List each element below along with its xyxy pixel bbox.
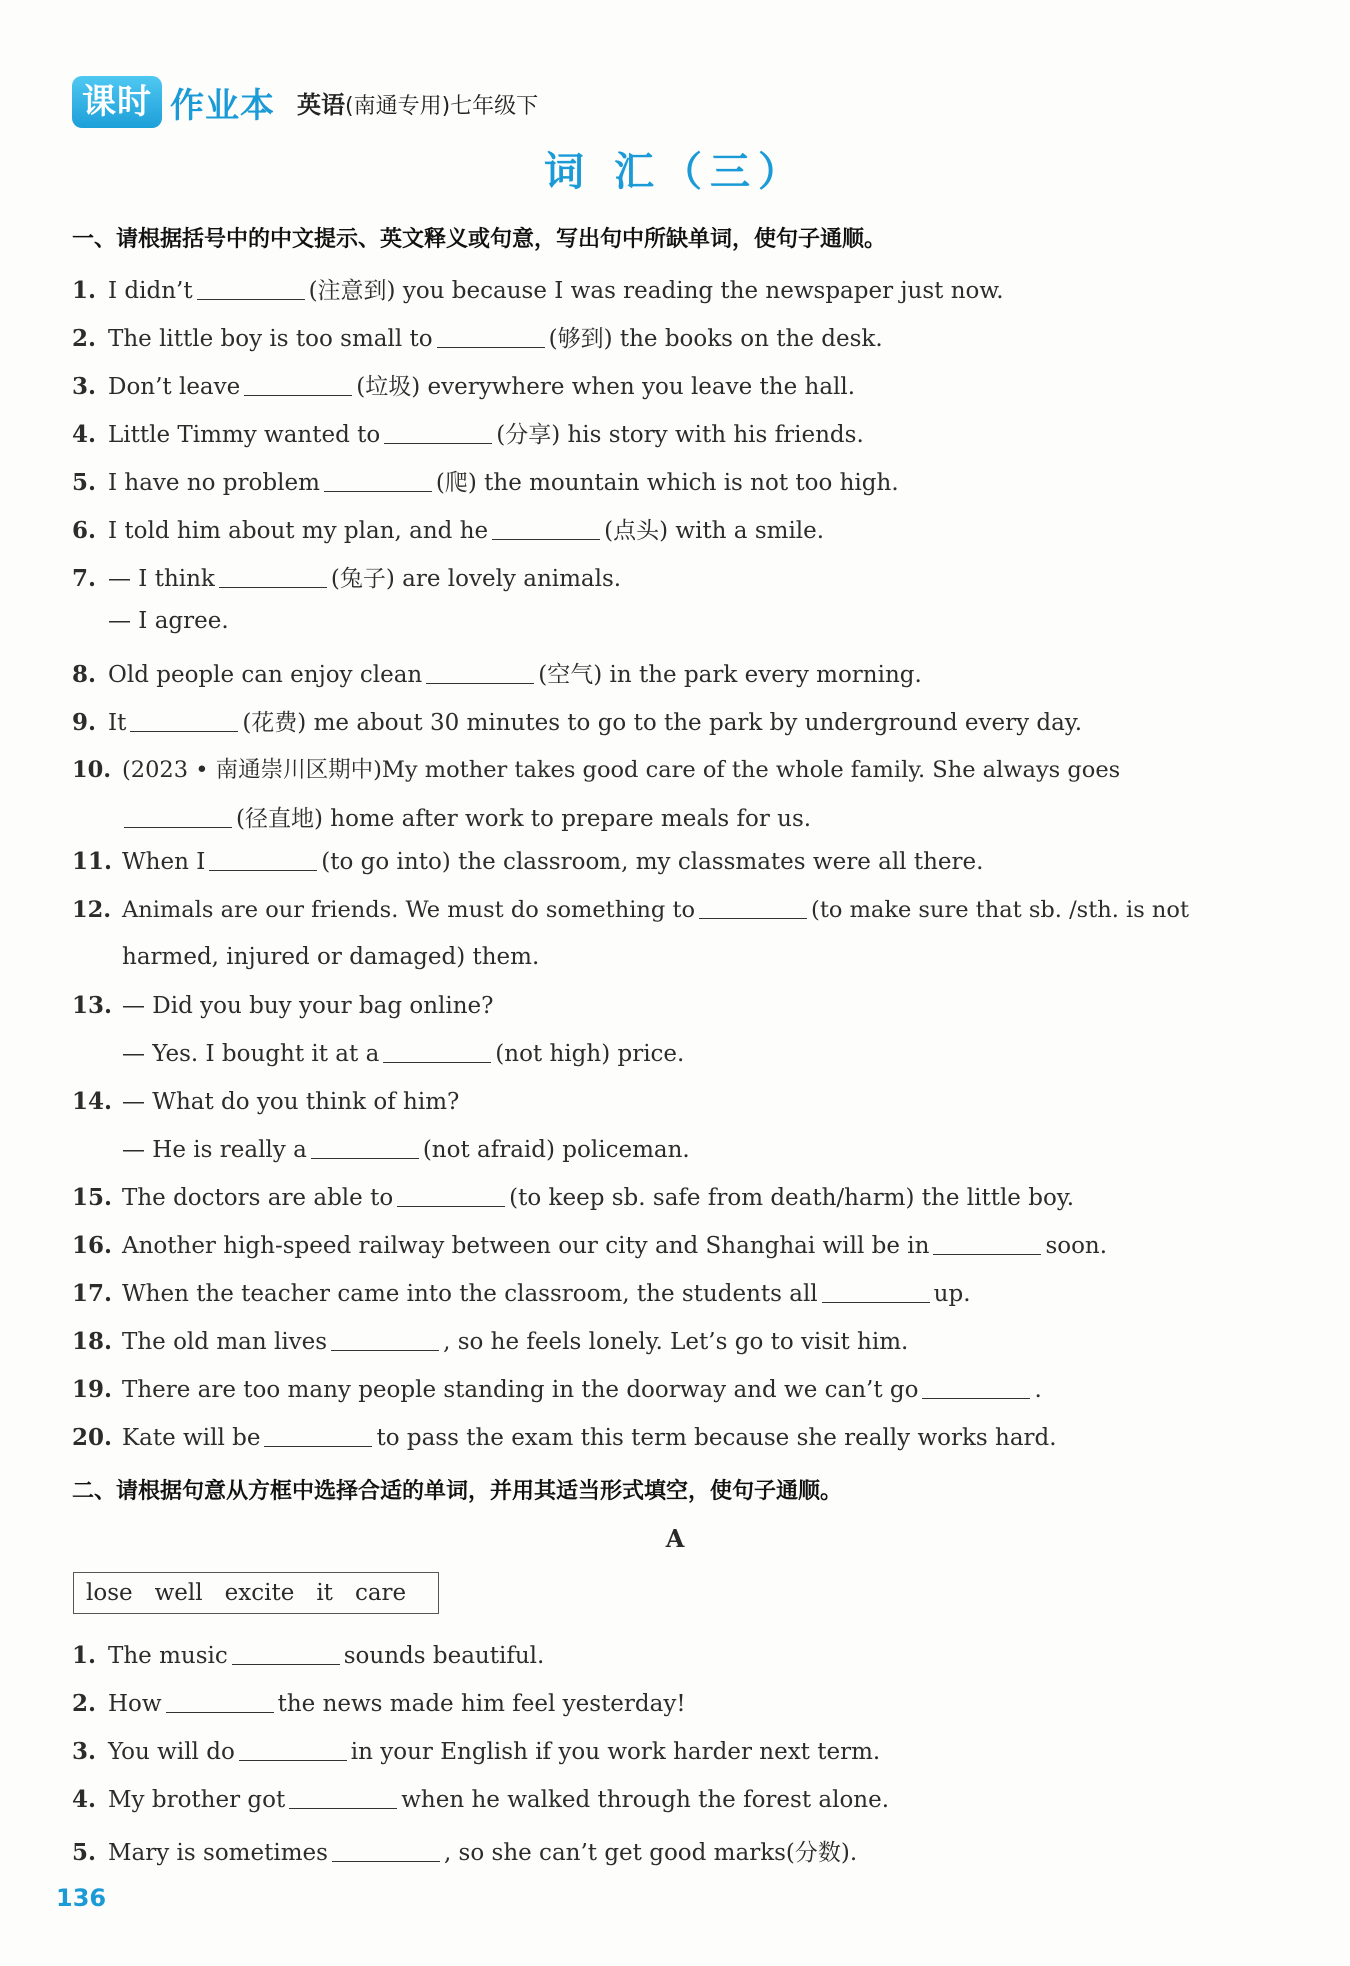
answer-blank[interactable]	[209, 848, 317, 871]
answer-blank[interactable]	[933, 1232, 1041, 1255]
word-bank-item: care	[354, 1580, 407, 1606]
question-8: 8. Old people can enjoy clean (空气) in the park every morning.	[72, 661, 922, 688]
word-bank-item: well	[154, 1580, 203, 1606]
answer-blank[interactable]	[244, 373, 352, 396]
word-bank-box	[73, 1572, 439, 1614]
answer-blank[interactable]	[324, 469, 432, 492]
subject: 英语	[297, 90, 345, 119]
part-a-question-5: 5. Mary is sometimes , so she can’t get good marks(分数).	[72, 1839, 858, 1866]
series-name: 作业本	[170, 85, 275, 126]
answer-blank[interactable]	[311, 1136, 419, 1159]
answer-blank[interactable]	[197, 277, 305, 300]
question-1: 1. I didn’t (注意到) you because I was reading the newspaper just now.	[72, 277, 1004, 304]
question-3: 3. Don’t leave (垃圾) everywhere when you leave the hall.	[72, 373, 856, 400]
page-header	[72, 72, 538, 132]
question-15: 15. The doctors are able to (to keep sb. safe from death/harm) the little boy.	[72, 1184, 1075, 1211]
answer-blank[interactable]	[264, 1424, 372, 1447]
question-14: 14. — What do you think of him?	[72, 1088, 460, 1115]
answer-blank[interactable]	[331, 1328, 439, 1351]
question-16: 16. Another high-speed railway between our city and Shanghai will be in soon.	[72, 1232, 1108, 1259]
question-9: 9. It (花费) me about 30 minutes to go to the park by underground every day.	[72, 709, 1083, 736]
question-7: 7. — I think (兔子) are lovely animals.	[72, 565, 622, 592]
question-12: 12. Animals are our friends. We must do something to (to make sure that sb. /sth. is not	[72, 897, 1190, 923]
part-a-question-3: 3. You will do in your English if you work harder next term.	[72, 1738, 881, 1765]
question-7-reply: — I agree.	[108, 608, 229, 634]
question-6: 6. I told him about my plan, and he (点头) with a smile.	[72, 517, 825, 544]
question-10-cont: (径直地) home after work to prepare meals for us.	[120, 800, 811, 833]
part-a-question-2: 2. How the news made him feel yesterday!	[72, 1690, 686, 1717]
question-11: 11. When I (to go into) the classroom, my classmates were all there.	[72, 848, 984, 875]
answer-blank[interactable]	[426, 661, 534, 684]
section-2-heading: 二、请根据句意从方框中选择合适的单词，并用其适当形式填空，使句子通顺。	[72, 1479, 843, 1504]
question-5: 5. I have no problem (爬) the mountain which is not too high.	[72, 469, 899, 496]
answer-blank[interactable]	[332, 1839, 440, 1862]
question-12-cont: harmed, injured or damaged) them.	[122, 944, 540, 970]
question-18: 18. The old man lives , so he feels lonely. Let’s go to visit him.	[72, 1328, 909, 1355]
part-a-question-4: 4. My brother got when he walked through the forest alone.	[72, 1786, 890, 1813]
answer-blank[interactable]	[922, 1376, 1030, 1399]
page-title: 词 汇（三）	[544, 149, 806, 195]
question-19: 19. There are too many people standing in the doorway and we can’t go .	[72, 1376, 1042, 1403]
answer-blank[interactable]	[289, 1786, 397, 1809]
question-13: 13. — Did you buy your bag online?	[72, 992, 494, 1019]
word-bank-item: lose	[86, 1580, 133, 1606]
question-4: 4. Little Timmy wanted to (分享) his story with his friends.	[72, 421, 864, 448]
answer-blank[interactable]	[130, 709, 238, 732]
answer-blank[interactable]	[384, 421, 492, 444]
question-14-reply: — He is really a (not afraid) policeman.	[122, 1137, 690, 1163]
page-number: 136	[56, 1884, 107, 1912]
part-a-question-1: 1. The music sounds beautiful.	[72, 1642, 545, 1669]
section-1-heading: 一、请根据括号中的中文提示、英文释义或句意，写出句中所缺单词，使句子通顺。	[72, 227, 887, 252]
answer-blank[interactable]	[437, 325, 545, 348]
question-13-reply: — Yes. I bought it at a (not high) price.	[122, 1041, 685, 1067]
answer-blank[interactable]	[124, 805, 232, 828]
question-2: 2. The little boy is too small to (够到) the books on the desk.	[72, 325, 883, 352]
answer-blank[interactable]	[699, 896, 807, 919]
question-10: 10. (2023 • 南通崇川区期中)My mother takes good care of the whole family. She always goes	[72, 757, 1121, 783]
word-bank-item: it	[316, 1580, 333, 1606]
book-name	[297, 85, 538, 120]
series-logo: 课时	[72, 76, 162, 128]
part-a-label: A	[665, 1524, 685, 1553]
answer-blank[interactable]	[822, 1280, 930, 1303]
answer-blank[interactable]	[219, 565, 327, 588]
answer-blank[interactable]	[166, 1690, 274, 1713]
edition: (南通专用)七年级下	[345, 93, 539, 119]
question-20: 20. Kate will be to pass the exam this term because she really works hard.	[72, 1424, 1057, 1451]
word-bank-item: excite	[224, 1580, 295, 1606]
answer-blank[interactable]	[239, 1738, 347, 1761]
answer-blank[interactable]	[397, 1184, 505, 1207]
answer-blank[interactable]	[232, 1642, 340, 1665]
question-17: 17. When the teacher came into the classroom, the students all up.	[72, 1280, 971, 1307]
answer-blank[interactable]	[492, 517, 600, 540]
answer-blank[interactable]	[383, 1040, 491, 1063]
